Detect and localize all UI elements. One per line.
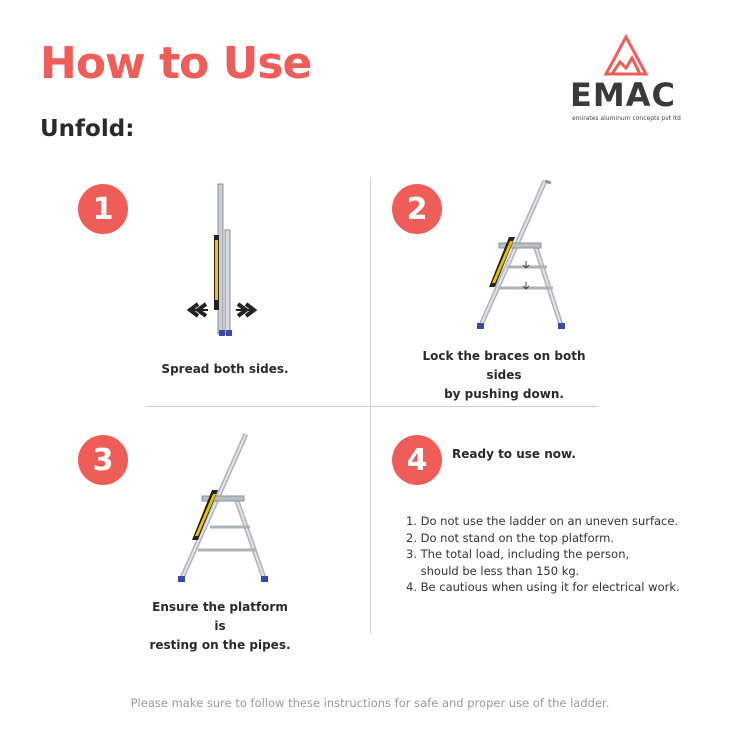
step-1-caption: Spread both sides. [161, 362, 289, 376]
rule-item: should be less than 150 kg. [406, 563, 580, 578]
logo-tagline: emirates aluminum concepts pvt ltd [572, 115, 681, 122]
step-3-caption-line-1: Ensure the platform is [152, 600, 288, 633]
logo-mark-icon [566, 34, 686, 78]
rule-item: 3. The total load, including the person, [406, 547, 630, 561]
step-1-badge: 1 [78, 184, 128, 234]
ladder-open-icon [465, 175, 565, 335]
step-2-caption [414, 347, 594, 404]
ladder-open-icon [172, 428, 272, 588]
logo-wordmark: EMAC [570, 76, 676, 114]
step-4-badge: 4 [392, 435, 442, 485]
horizontal-divider [145, 406, 598, 407]
step-2-caption-line-1: Lock the braces on both sides [422, 349, 586, 382]
page-title: How to Use [40, 38, 312, 89]
step-3-caption-line-2: resting on the pipes. [149, 638, 291, 652]
ladder-folded-arrows-icon [170, 180, 280, 340]
rule-item: 4. Be cautious when using it for electrical work. [406, 580, 680, 594]
step-3-caption [145, 598, 295, 655]
rule-item: 1. Do not use the ladder on an uneven surface. [406, 514, 679, 528]
step-3-badge: 3 [78, 435, 128, 485]
step-4-caption: Ready to use now. [452, 447, 576, 461]
step-2-badge: 2 [392, 184, 442, 234]
brand-logo [566, 34, 686, 124]
footer-note: Please make sure to follow these instructions for safe and proper use of the ladder. [130, 696, 610, 710]
section-subtitle: Unfold: [40, 116, 135, 142]
rule-item: 2. Do not stand on the top platform. [406, 530, 614, 545]
safety-rules-list [406, 513, 680, 596]
step-2-caption-line-2: by pushing down. [444, 387, 564, 401]
